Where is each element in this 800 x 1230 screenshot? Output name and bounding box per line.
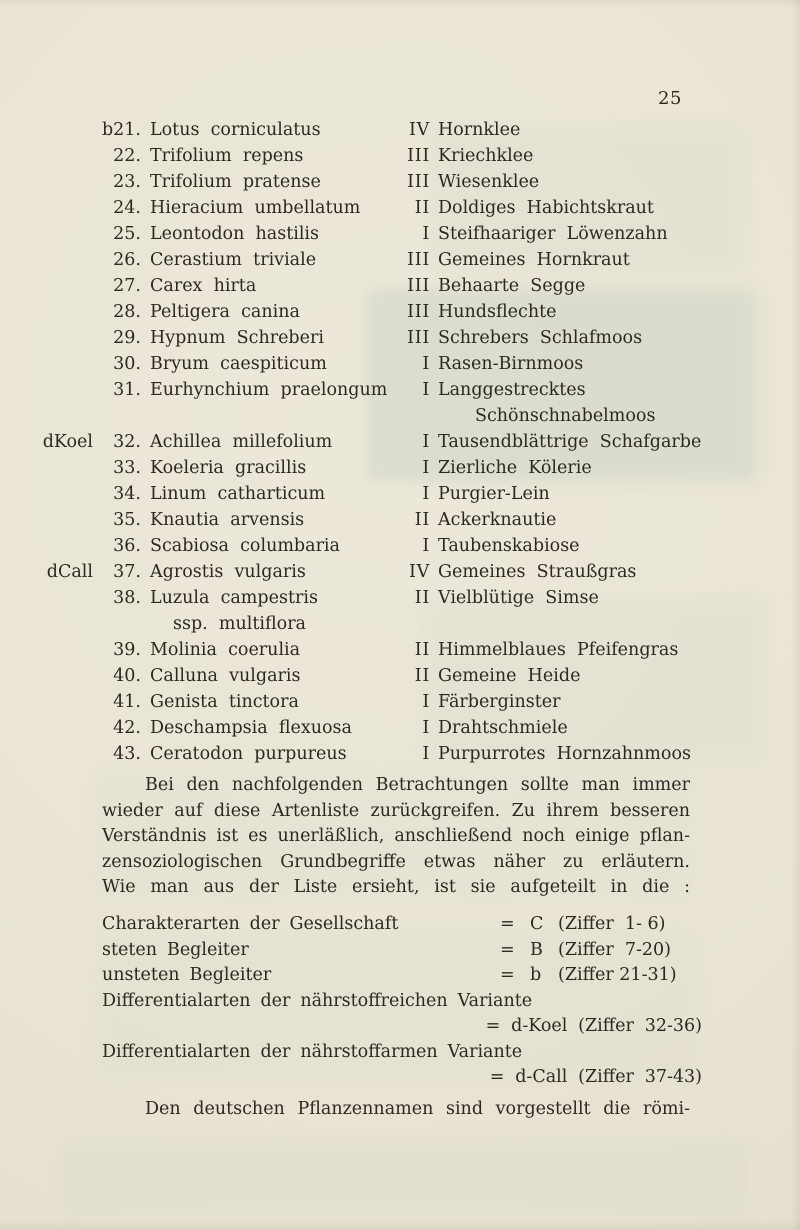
row-latin-name: Hieracium umbellatum: [150, 198, 361, 218]
row-number: [96, 611, 141, 637]
row-number: 36.: [113, 536, 141, 556]
classification-row: [102, 1014, 702, 1040]
row-number: 26.: [113, 250, 141, 270]
row-number: 39.: [113, 640, 141, 660]
row-german-name: Doldiges Habichtskraut: [438, 198, 654, 218]
row-german-name: Hundsflechte: [438, 302, 557, 322]
classification-label: steten Begleiter: [102, 939, 249, 960]
row-latin-name: Cerastium triviale: [150, 250, 317, 270]
classification-label: Differentialarten der nährstoffarmen Variante: [102, 1041, 523, 1062]
row-latin-name: Genista tinctora: [150, 692, 299, 712]
row-frequency-roman: [394, 611, 430, 637]
row-group-label: [40, 507, 96, 533]
row-frequency-roman: I: [422, 458, 430, 478]
row-group-label: [40, 403, 96, 429]
row-frequency-roman: IV: [409, 562, 430, 582]
species-row: [40, 507, 790, 533]
species-row: [40, 663, 790, 689]
row-frequency-roman: II: [414, 588, 430, 608]
row-group-label: [40, 585, 96, 611]
row-group-label: [40, 273, 96, 299]
row-german-name: Schrebers Schlafmoos: [438, 328, 643, 348]
row-german-name: Steifhaariger Löwenzahn: [438, 224, 668, 244]
row-number: 25.: [113, 224, 141, 244]
row-german-name: Gemeines Hornkraut: [438, 250, 630, 270]
ziffer-range: (Ziffer 1- 6): [558, 914, 666, 934]
row-number: 28.: [113, 302, 141, 322]
row-group-label: [40, 299, 96, 325]
classification-label: Differentialarten der nährstoffreichen Variante: [102, 990, 533, 1011]
row-group-label: dCall: [46, 562, 93, 582]
row-german-name: Purpurrotes Hornzahnmoos: [438, 744, 691, 764]
classification-row: [102, 989, 702, 1015]
row-number: 38.: [113, 588, 141, 608]
row-german-name: Hornklee: [438, 120, 521, 140]
row-group-label: [40, 169, 96, 195]
classification-row: [102, 912, 702, 938]
row-latin-name: [141, 403, 394, 429]
classification-row: [102, 1065, 702, 1091]
class-symbol: b: [530, 965, 542, 985]
classification-row: [102, 938, 702, 964]
row-latin-name: Leontodon hastilis: [150, 224, 320, 244]
species-row: [40, 221, 790, 247]
row-latin-name: Peltigera canina: [150, 302, 300, 322]
row-latin-name: Hypnum Schreberi: [150, 328, 324, 348]
row-frequency-roman: III: [407, 250, 430, 270]
closing-paragraph: Den deutschen Pflanzennamen sind vorgestellt die römi-: [145, 1099, 690, 1119]
class-symbol: C: [530, 914, 544, 934]
row-latin-name: Koeleria gracillis: [150, 458, 307, 478]
intro-paragraph: [102, 773, 690, 901]
row-number: 35.: [113, 510, 141, 530]
row-german-name: Kriechklee: [438, 146, 534, 166]
species-row: [40, 533, 790, 559]
species-row: [40, 689, 790, 715]
row-frequency-roman: I: [422, 744, 430, 764]
row-number: 30.: [113, 354, 141, 374]
ziffer-range: (Ziffer 7-20): [558, 939, 672, 960]
species-row: [40, 741, 790, 767]
row-frequency-roman: I: [422, 692, 430, 712]
row-frequency-roman: [394, 403, 430, 429]
row-group-label: [40, 481, 96, 507]
row-number: 34.: [113, 484, 141, 504]
row-number: 37.: [113, 562, 141, 582]
row-german-name: Zierliche Kölerie: [438, 458, 592, 478]
row-latin-name: Agrostis vulgaris: [150, 562, 306, 582]
row-number: b21.: [101, 120, 141, 140]
equals-sign: =: [500, 914, 515, 934]
row-group-label: [40, 455, 96, 481]
row-frequency-roman: I: [422, 536, 430, 556]
species-row: [40, 247, 790, 273]
row-german-name: Gemeines Straußgras: [438, 562, 637, 582]
row-frequency-roman: III: [407, 146, 430, 166]
row-german-name: Gemeine Heide: [438, 666, 581, 686]
species-row: [40, 481, 790, 507]
classification-row: [102, 1040, 702, 1066]
equals-sign: =: [500, 939, 515, 960]
row-frequency-roman: II: [414, 666, 430, 686]
row-number: 31.: [113, 380, 141, 400]
row-latin-name: Linum catharticum: [150, 484, 326, 504]
row-frequency-roman: I: [422, 354, 430, 374]
row-latin-name: Achillea millefolium: [150, 432, 333, 452]
class-symbol-with-range: = d-Call (Ziffer 37-43): [489, 1067, 702, 1087]
row-group-label: [40, 637, 96, 663]
page-edge-shading: [0, 1220, 800, 1230]
row-latin-name: Calluna vulgaris: [150, 666, 301, 686]
row-latin-name: Trifolium repens: [150, 146, 304, 166]
species-row: [40, 351, 790, 377]
row-number: 32.: [113, 432, 141, 452]
paragraph-line: Bei den nachfolgenden Betrachtungen sollte man immer: [145, 775, 690, 795]
row-latin-name: Luzula campestris: [150, 588, 318, 608]
row-number: 43.: [113, 744, 141, 764]
row-latin-name: Carex hirta: [150, 276, 257, 296]
species-row: [40, 143, 790, 169]
species-row: [40, 715, 790, 741]
row-german-name: Himmelblaues Pfeifengras: [438, 640, 679, 660]
row-german-name: [430, 611, 790, 637]
classification-label: Charakterarten der Gesellschaft: [102, 914, 399, 934]
paragraph-line: Wie man aus der Liste ersieht, ist sie aufgeteilt in die :: [102, 877, 690, 897]
classification-list: [102, 912, 702, 1091]
row-latin-name: Bryum caespiticum: [150, 354, 327, 374]
row-german-name: Langgestrecktes: [438, 380, 586, 400]
ziffer-range: (Ziffer 21-31): [558, 965, 677, 985]
row-group-label: [40, 741, 96, 767]
row-german-name: Wiesenklee: [438, 172, 540, 192]
row-frequency-roman: III: [407, 172, 430, 192]
row-german-name: Behaarte Segge: [438, 276, 586, 296]
row-group-label: [40, 533, 96, 559]
bleedthrough-artifact: [58, 1138, 748, 1216]
row-frequency-roman: I: [422, 484, 430, 504]
species-row: [40, 195, 790, 221]
row-group-label: [40, 377, 96, 403]
species-row: [40, 273, 790, 299]
row-german-name: Schönschnabelmoos: [475, 406, 656, 426]
row-frequency-roman: I: [422, 432, 430, 452]
species-row: [40, 455, 790, 481]
row-frequency-roman: III: [407, 302, 430, 322]
row-group-label: [40, 689, 96, 715]
row-latin-name: Trifolium pratense: [150, 172, 321, 192]
row-frequency-roman: II: [414, 640, 430, 660]
row-group-label: [40, 247, 96, 273]
row-latin-name: Knautia arvensis: [150, 510, 305, 530]
row-number: 42.: [113, 718, 141, 738]
species-row: [40, 403, 790, 429]
row-group-label: [40, 663, 96, 689]
row-number: 40.: [113, 666, 141, 686]
species-row: [40, 559, 790, 585]
class-symbol-with-range: = d-Koel (Ziffer 32-36): [485, 1016, 702, 1036]
row-group-label: [40, 221, 96, 247]
classification-label: unsteten Begleiter: [102, 965, 272, 985]
row-number: [96, 403, 141, 429]
row-frequency-roman: II: [414, 510, 430, 530]
species-row: [40, 117, 790, 143]
row-latin-name: Ceratodon purpureus: [150, 744, 347, 764]
row-latin-name: Molinia coerulia: [150, 640, 301, 660]
row-group-label: [40, 195, 96, 221]
row-group-label: [40, 351, 96, 377]
row-frequency-roman: II: [414, 198, 430, 218]
row-german-name: Tausendblättrige Schafgarbe: [438, 432, 702, 452]
equals-sign: =: [500, 965, 515, 985]
row-group-label: [40, 611, 96, 637]
row-group-label: [40, 715, 96, 741]
row-number: 22.: [113, 146, 141, 166]
paragraph-line: Verständnis ist es unerläßlich, anschließend noch einige pflan-: [102, 826, 690, 846]
species-row: [40, 637, 790, 663]
row-frequency-roman: I: [422, 718, 430, 738]
species-row: [40, 299, 790, 325]
row-frequency-roman: IV: [409, 120, 430, 140]
row-latin-name: Eurhynchium praelongum: [150, 380, 388, 400]
row-number: 29.: [113, 328, 141, 348]
row-german-name: Ackerknautie: [438, 510, 557, 530]
row-group-label: [40, 117, 96, 143]
paragraph-line: zensoziologischen Grundbegriffe etwas näher zu erläutern.: [102, 851, 690, 872]
row-number: 33.: [113, 458, 141, 478]
species-row: [40, 611, 790, 637]
row-german-name: Taubenskabiose: [438, 536, 580, 556]
page-edge-shading: [791, 0, 800, 1230]
page-edge-shading: [0, 0, 800, 8]
row-latin-name: Scabiosa columbaria: [150, 536, 340, 556]
row-group-label: [40, 325, 96, 351]
row-group-label: [40, 143, 96, 169]
row-frequency-roman: I: [422, 380, 430, 400]
row-frequency-roman: III: [407, 328, 430, 348]
row-latin-name: Deschampsia flexuosa: [150, 718, 352, 738]
species-row: [40, 325, 790, 351]
row-group-label: dKoel: [42, 432, 93, 452]
row-german-name: Purgier-Lein: [438, 484, 550, 504]
row-number: 41.: [113, 692, 141, 712]
page-number: 25: [658, 88, 682, 109]
paragraph-line: wieder auf diese Artenliste zurückgreifen. Zu ihrem besseren: [102, 800, 690, 821]
row-latin-name: Lotus corniculatus: [150, 120, 321, 140]
row-frequency-roman: I: [422, 224, 430, 244]
row-german-name: Vielblütige Simse: [438, 588, 599, 608]
row-german-name: Rasen-Birnmoos: [438, 354, 584, 374]
classification-row: [102, 963, 702, 989]
row-frequency-roman: III: [407, 276, 430, 296]
species-list: [40, 117, 790, 767]
species-row: [40, 429, 790, 455]
species-row: [40, 377, 790, 403]
species-row: [40, 585, 790, 611]
class-symbol: B: [530, 939, 543, 960]
row-german-name: Färberginster: [438, 692, 561, 712]
row-number: 27.: [113, 276, 141, 296]
row-latin-name: ssp. multiflora: [173, 614, 306, 634]
row-number: 24.: [113, 198, 141, 218]
species-row: [40, 169, 790, 195]
row-german-name: Drahtschmiele: [438, 718, 568, 738]
row-number: 23.: [113, 172, 141, 192]
